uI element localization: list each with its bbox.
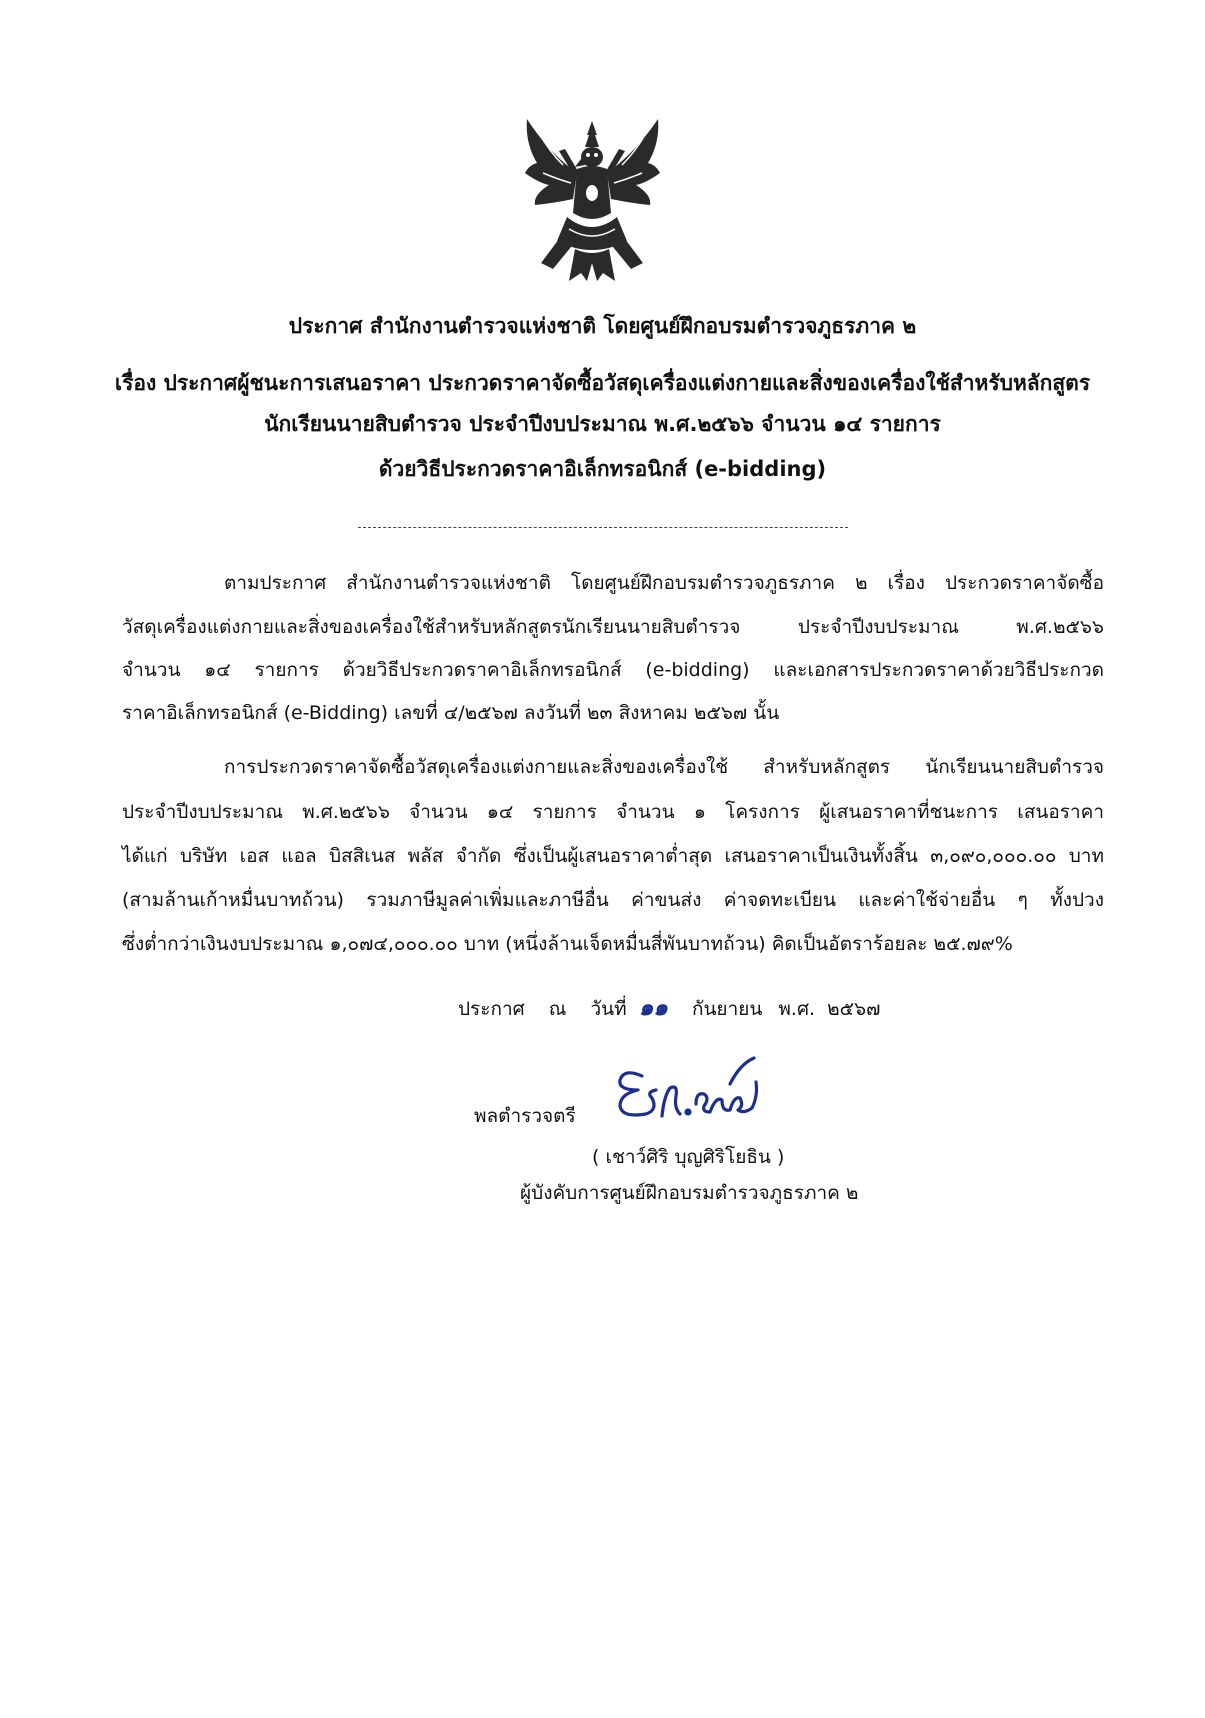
date-at: ณ xyxy=(548,998,567,1020)
paragraph-2-line-3: ได้แก่ บริษัท เอส แอล บิสสิเนส พลัส จำกัด ซึ่งเป็นผู้เสนอราคาต่ำสุด เสนอราคาเป็นเงินทั้งสิ้น ๓,๐๙๐,๐๐๐.๐๐ บาท xyxy=(122,845,1104,867)
paragraph-2-line-2: ประจำปีงบประมาณ พ.ศ.๒๕๖๖ จำนวน ๑๔ รายการ จำนวน ๑ โครงการ ผู้เสนอราคาที่ชนะการ เสนอราคา xyxy=(122,801,1104,823)
paragraph-1-line-1: ตามประกาศ สำนักงานตำรวจแห่งชาติ โดยศูนย์ฝึกอบรมตำรวจภูธรภาค ๒ เรื่อง ประกวดราคาจัดซื้อ xyxy=(224,572,1104,594)
announcement-title: ประกาศ สำนักงานตำรวจแห่งชาติ โดยศูนย์ฝึกอบรมตำรวจภูธรภาค ๒ xyxy=(288,314,917,338)
paragraph-2-line-1: การประกวดราคาจัดซื้อวัสดุเครื่องแต่งกายและสิ่งของเครื่องใช้ สำหรับหลักสูตร นักเรียนนายสิบตำรวจ xyxy=(224,756,1104,778)
subject-line: เรื่อง ประกาศผู้ชนะการเสนอราคา ประกวดราคาจัดซื้อวัสดุเครื่องแต่งกายและสิ่งของเครื่องใช้สำหรับหลักสูตร xyxy=(114,371,1091,395)
paragraph-2-line-5: ซึ่งต่ำกว่าเงินงบประมาณ ๑,๐๗๔,๐๐๐.๐๐ บาท (หนึ่งล้านเจ็ดหมื่นสี่พันบาทถ้วน) คิดเป็นอัตราร้อยละ ๒๕.๗๙% xyxy=(122,933,1013,955)
signer-rank: พลตำรวจตรี xyxy=(474,1105,576,1127)
signer-position: ผู้บังคับการศูนย์ฝึกอบรมตำรวจภูธรภาค ๒ xyxy=(520,1182,859,1204)
paragraph-1-line-2: วัสดุเครื่องแต่งกายและสิ่งของเครื่องใช้สำหรับหลักสูตรนักเรียนนายสิบตำรวจ ประจำปีงบประมาณ พ.ศ.๒๕๖๖ xyxy=(122,616,1104,638)
date-month: กันยายน xyxy=(691,998,763,1020)
date-era: พ.ศ. xyxy=(778,998,816,1020)
paragraph-1-line-4: ราคาอิเล็กทรอนิกส์ (e-Bidding) เลขที่ ๔/๒๕๖๗ ลงวันที่ ๒๓ สิงหาคม ๒๕๖๗ นั้น xyxy=(122,702,780,724)
garuda-emblem-icon xyxy=(519,113,666,285)
handwritten-signature xyxy=(612,1056,767,1126)
date-day-handwritten: ๑๑ xyxy=(638,995,668,1021)
date-year: ๒๕๖๗ xyxy=(827,998,881,1020)
paragraph-2-line-4: (สามล้านเก้าหมื่นบาทถ้วน) รวมภาษีมูลค่าเพิ่มและภาษีอื่น ค่าขนส่ง ค่าจดทะเบียน และค่าใช้จ่ายอื่น ๆ ทั้งปวง xyxy=(122,889,1104,911)
subject-line-2: นักเรียนนายสิบตำรวจ ประจำปีงบประมาณ พ.ศ.๒๕๖๖ จำนวน ๑๔ รายการ xyxy=(264,412,941,436)
divider-line xyxy=(358,527,848,528)
subject-line-3: ด้วยวิธีประกวดราคาอิเล็กทรอนิกส์ (e-bidding) xyxy=(378,457,827,481)
date-prefix: ประกาศ xyxy=(458,998,525,1020)
announcement-date xyxy=(458,995,898,1022)
paragraph-1-line-3: จำนวน ๑๔ รายการ ด้วยวิธีประกวดราคาอิเล็กทรอนิกส์ (e-bidding) และเอกสารประกวดราคาด้วยวิธีประกวด xyxy=(122,659,1104,681)
date-day-label: วันที่ xyxy=(590,998,627,1020)
signer-name: ( เชาว์ศิริ บุญศิริโยธิน ) xyxy=(592,1146,785,1168)
